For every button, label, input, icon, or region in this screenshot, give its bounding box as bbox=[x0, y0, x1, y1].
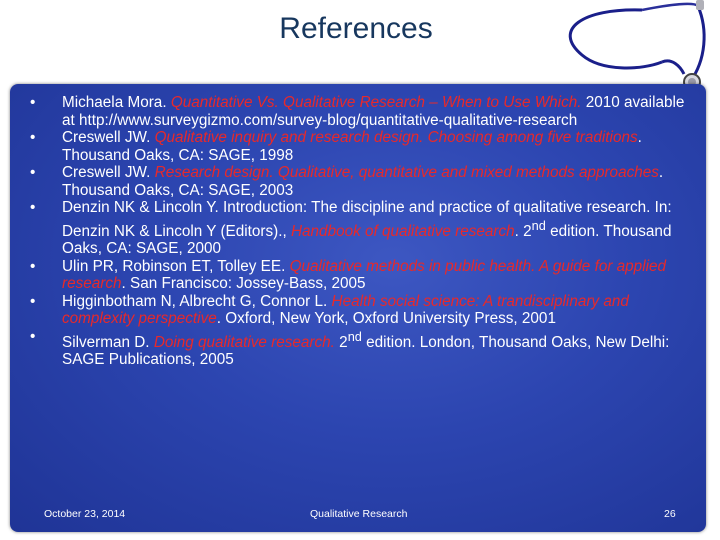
footer-title: Qualitative Research bbox=[310, 508, 408, 520]
reference-title: Qualitative methods in public health. A guide for applied research bbox=[62, 257, 667, 293]
reference-item: • Denzin NK & Lincoln Y. Introduction: The discipline and practice of qualitative research. In: Denzin NK & Lincoln Y (Editors)., Handbook of qualitative research. 2nd edition. Thousand Oaks, CA: SAGE, 2000 bbox=[22, 199, 698, 258]
reference-item: • Creswell JW. Qualitative inquiry and research design. Choosing among five traditions. Thousand Oaks, CA: SAGE, 1998 bbox=[22, 129, 698, 164]
footer-date: October 23, 2014 bbox=[44, 508, 126, 520]
reference-list bbox=[22, 94, 698, 369]
reference-title: Health social science: A trandisciplinary and complexity perspective bbox=[62, 292, 629, 328]
reference-title: Doing qualitative research. bbox=[153, 333, 335, 351]
reference-item: • Michaela Mora. Quantitative Vs. Qualitative Research – When to Use Which. 2010 available at http://www.surveygizmo.com/survey-blog/quantitative-qualitative-research bbox=[22, 94, 698, 129]
reference-item: • Higginbotham N, Albrecht G, Connor L. Health social science: A trandisciplinary and complexity perspective. Oxford, New York, Oxford University Press, 2001 bbox=[22, 293, 698, 328]
page-number: 26 bbox=[664, 508, 676, 520]
slide-title: References bbox=[279, 12, 433, 45]
reference-title: Research design. Qualitative, quantitative and mixed methods approaches bbox=[154, 164, 659, 181]
reference-item: • Creswell JW. Research design. Qualitative, quantitative and mixed methods approaches. Thousand Oaks, CA: SAGE, 2003 bbox=[22, 164, 698, 199]
reference-title: Quantitative Vs. Qualitative Research – When to Use Which. bbox=[170, 94, 582, 111]
reference-title: Qualitative inquiry and research design. Choosing among five traditions bbox=[154, 129, 638, 146]
reference-title: Handbook of qualitative research bbox=[291, 222, 515, 240]
reference-item: • Silverman D. Doing qualitative research. 2nd edition. London, Thousand Oaks, New Delhi: SAGE Publications, 2005 bbox=[22, 328, 698, 369]
reference-item: • Ulin PR, Robinson ET, Tolley EE. Qualitative methods in public health. A guide for applied research. San Francisco: Jossey-Bass, 2005 bbox=[22, 258, 698, 293]
